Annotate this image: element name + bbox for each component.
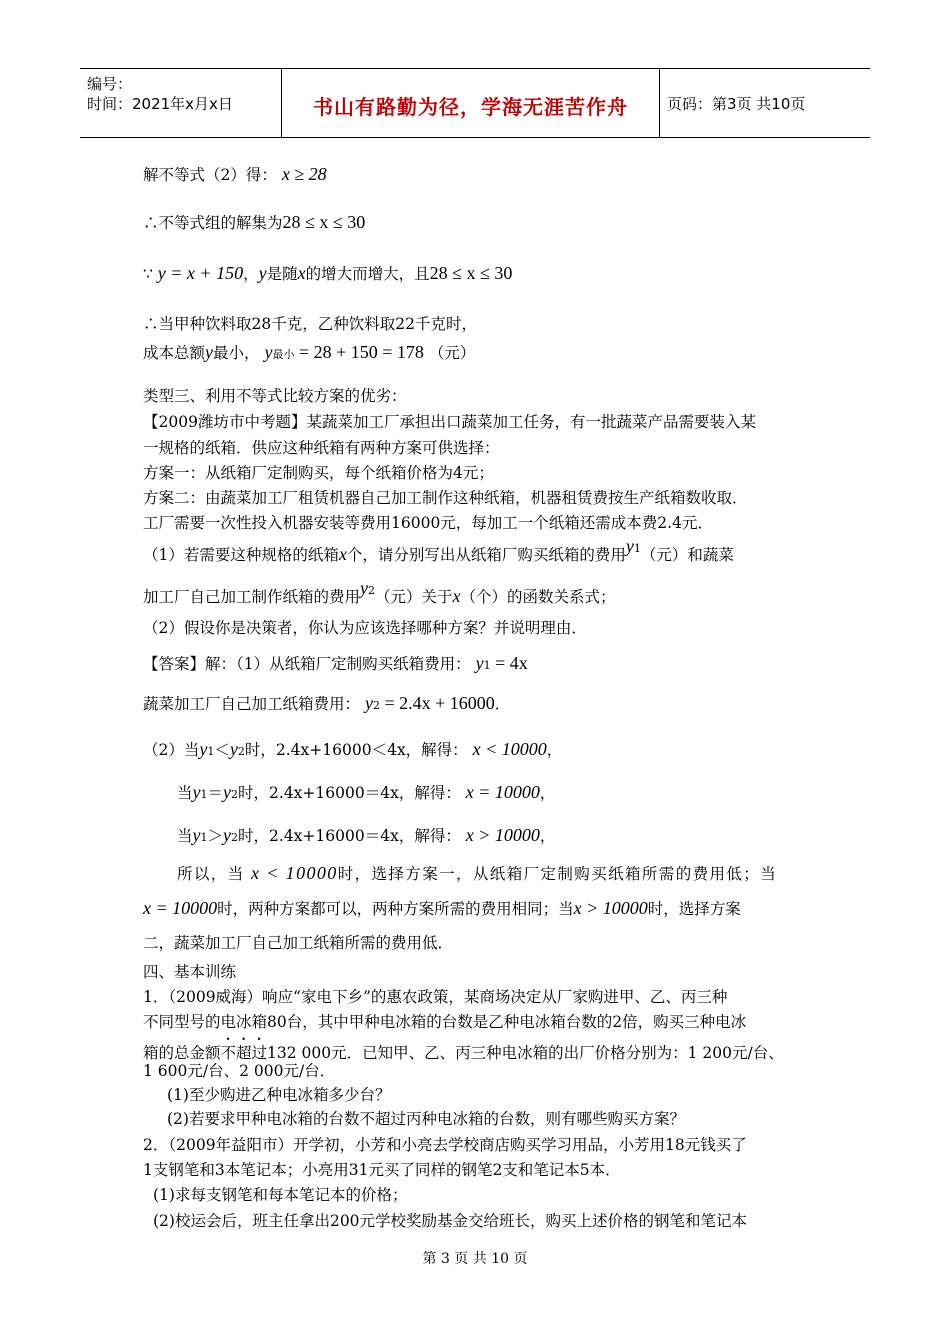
time-label: 时间：2021年x月x日: [87, 95, 233, 113]
text-line: (2)若要求甲种电冰箱的台数不超过丙种电冰箱的台数，则有哪些购买方案？: [167, 1110, 685, 1128]
text-line: (1)求每支钢笔和每本笔记本的价格；: [153, 1186, 408, 1204]
text-line: 加工厂自己加工制作纸箱的费用y2（元）关于x（个）的函数关系式；: [143, 578, 616, 606]
page-footer: 第 3 页 共 10 页: [422, 1251, 528, 1267]
text-line: 解不等式（2）得： x ≥ 28: [143, 164, 327, 184]
text-line: 方案二：由蔬菜加工厂租赁机器自己加工制作这种纸箱，机器租赁费按生产纸箱数收取．: [143, 489, 748, 507]
text-line: 所以，当 x < 10000时，选择方案一，从纸箱厂定制购买纸箱所需的费用低；当: [177, 863, 778, 883]
text-line: ∴不等式组的解集为28 ≤ x ≤ 30: [143, 212, 366, 232]
text-line: 1．（2009威海）响应“家电下乡”的惠农政策，某商场决定从厂家购进甲、乙、丙三种: [143, 988, 728, 1006]
text-line: ∵ y = x + 150，y是随x的增大而增大，且28 ≤ x ≤ 30: [143, 263, 513, 283]
code-label: 编号：: [87, 75, 133, 93]
emphasis-dots: 不超过: [220, 1044, 268, 1062]
section-heading: 四、基本训练: [143, 963, 237, 981]
text-line: x = 10000时，两种方案都可以，两种方案所需的费用相同；当x > 10000时，选择方案: [143, 898, 741, 918]
text-line: 工厂需要一次性投入机器安装等费用16000元，每加工一个纸箱还需成本费2.4元．: [143, 514, 713, 532]
motto: 书山有路勤为径，学海无涯苦作舟: [313, 95, 628, 119]
text-line: 2．（2009年益阳市）开学初，小芳和小亮去学校商店购买学习用品，小芳用18元钱买了: [143, 1136, 747, 1154]
text-line: 当y1＞y2时，2.4x+16000＝4x，解得： x > 10000，: [177, 825, 556, 845]
text-line: (1)至少购进乙种电冰箱多少台？: [167, 1086, 391, 1104]
header-motto-cell: [282, 69, 660, 137]
text-line: （2）当y1＜y2时，2.4x+16000＜4x，解得： x < 10000，: [143, 739, 563, 759]
header-meta-cell: [80, 69, 282, 137]
text-line: （2）假设你是决策者，你认为应该选择哪种方案？并说明理由．: [143, 619, 587, 637]
text-line: 类型三、利用不等式比较方案的优劣：: [143, 387, 407, 405]
text-line: (2)校运会后，班主任拿出200元学校奖励基金交给班长，购买上述价格的钢笔和笔记本: [153, 1212, 748, 1230]
text-line: 1 600元/台、2 000元/台．: [143, 1062, 336, 1080]
text-line: 【答案】解：（1）从纸箱厂定制购买纸箱费用： y1 = 4x: [143, 653, 528, 673]
text-line: 箱的总金额不超过132 000元．已知甲、乙、丙三种电冰箱的出厂价格分别为：1 200元/台、: [143, 1044, 784, 1062]
page-number-label: 页码：第3页 共10页: [667, 95, 806, 113]
text-line: （1）若需要这种规格的纸箱x个，请分别写出从纸箱厂购买纸箱的费用y1（元）和蔬菜: [143, 536, 734, 564]
text-line: 一规格的纸箱．供应这种纸箱有两种方案可供选择：: [143, 439, 500, 457]
text-line: 方案一：从纸箱厂定制购买，每个纸箱价格为4元；: [143, 464, 494, 482]
page-header: [80, 68, 870, 138]
text-line: 1支钢笔和3本笔记本；小亮用31元买了同样的钢笔2支和笔记本5本．: [143, 1161, 621, 1179]
text-line: 二，蔬菜加工厂自己加工纸箱所需的费用低．: [143, 934, 454, 952]
text-line: ∴当甲种饮料取28千克，乙种饮料取22千克时，: [143, 315, 477, 333]
text-line: 【2009潍坊市中考题】某蔬菜加工厂承担出口蔬菜加工任务，有一批蔬菜产品需要装入某: [143, 413, 756, 431]
text-line: 蔬菜加工厂自己加工纸箱费用： y2 = 2.4x + 16000．: [143, 693, 511, 713]
text-line: 成本总额y最小， y最小 = 28 + 150 = 178 （元）: [143, 342, 476, 362]
text-line: 不同型号的电冰箱80台，其中甲种电冰箱的台数是乙种电冰箱台数的2倍，购买三种电冰: [143, 1013, 747, 1031]
text-line: 当y1＝y2时，2.4x+16000＝4x，解得： x = 10000，: [177, 782, 556, 802]
